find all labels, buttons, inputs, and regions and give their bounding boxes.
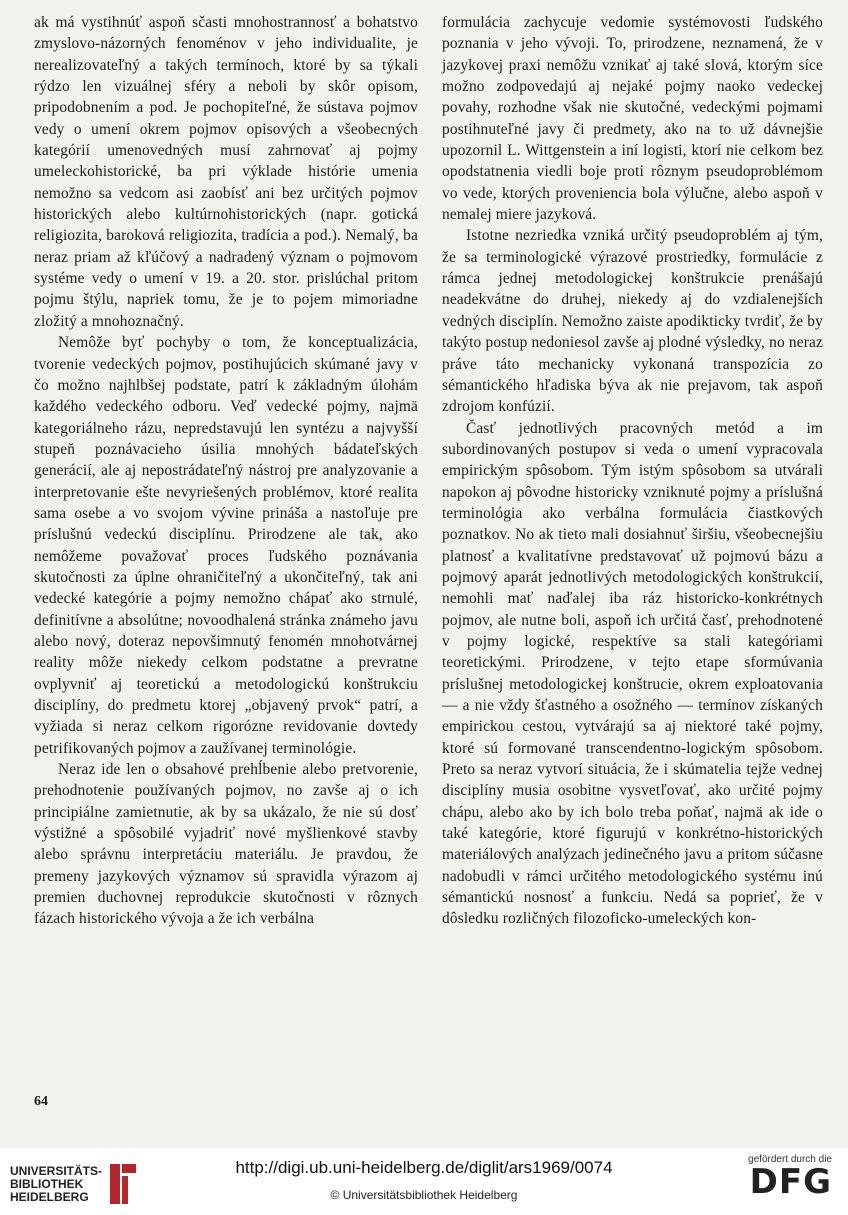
paragraph: Istotne nezriedka vzniká určitý pseudoproblém aj tým, že sa terminologické výrazové prostriedky, formulácie z rámca jednej metodologickej konštrukcie prenášajú neadekvátne do druhej, niekedy aj do vzdialenejších vedných disciplín. Nemožno zaiste apodikticky tvrdiť, že by takýto postup nedoniesol zavše aj plodné výsledky, no neraz práve táto mechanicky vykonaná transpozícia zo sémantického hľadiska býva ak nie prejavom, tak aspoň zdrojom konfúzií. — [442, 227, 823, 416]
page-number: 64 — [34, 1094, 48, 1109]
paragraph: ak má vystihnúť aspoň sčasti mnohostrannosť a bohatstvo zmyslovo-názorných fenoménov v jeho individualite, je nerealizovateľný a takých termínoch, ktoré by sa týkali rýdzo len vizuálnej sféry a neboli by skôr opisom, pripodobnením a pod. Je pochopiteľné, že sústava pojmov vedy o umení okrem pojmov opisových a všeobecných kategórií umenovedných musí zahrnovať aj pojmy umeleckohistorické, ba pri výklade histórie umenia nemožno sa vedcom asi zaobísť ani bez určitých pojmov historických alebo kultúrnohistorických (napr. gotická religiozita, baroková religiozita, tradícia a pod.). Nemalý, ba neraz priam až kľúčový a nadradený význam o pojmovom systéme vedy o umení v 19. a 20. stor. prislúchal pritom pojmu štýlu, napriek tomu, že je to pojem mimoriadne zložitý a mnohoznačný. — [34, 14, 418, 330]
paragraph: Časť jednotlivých pracovných metód a im subordinovaných postupov si veda o umení vypracovala empirickým spôsobom. Tým istým spôsobom sa utvárali napokon aj pôvodne historicky vzniknuté pojmy a príslušná terminológia ako verbálna formulácia čiastkových poznatkov. No ak tieto mali dosiahnuť širšiu, všeobecnejšiu platnosť a kvalitatívne predstavovať už pojmovú bázu a pojmový aparát jednotlivých metodologických konštrukcií, nemohli mať naďalej iba ráz historicko-konkrétnych pojmov, ale nutne boli, aspoň ich určitá časť, prehodnotené v pojmy logické, respektíve sa stali kategóriami teoretickými. Prirodzene, v tejto etape sformúvania príslušnej metodologickej konštrucie, okrem exploatovania — a nie vždy šťastného a osožného — termínov získaných empirickou cestou, vytvárajú sa aj niektoré také pojmy, ktoré sú formované transcendentno-logickým spôsobom. Preto sa neraz vytvorí situácia, že i skúmatelia tejže vednej disciplíny musia osobitne vysvetľovať, ako určité pojmy chápu, alebo ako by ich bolo treba poňať, najmä ak ide o také kategórie, ktoré figurujú v konkrétno-historických materiálových analýzach jedinečného javu a pritom súčasne nadobudli v rámci určitého metodologického systému inú sémantickú nosnosť a funkciu. Nedá sa poprieť, že v dôsledku rozličných filozoficko-umeleckých kon- — [442, 419, 823, 928]
dfg-logo: DFG — [749, 1162, 832, 1202]
permalink-url[interactable]: http://digi.ub.uni-heidelberg.de/diglit/ars1969/0074 — [235, 1158, 613, 1177]
right-column — [442, 12, 823, 930]
copyright-notice: © Universitätsbibliothek Heidelberg — [330, 1188, 518, 1202]
viewer-footer — [0, 1148, 848, 1215]
paragraph: formulácia zachycuje vedomie systémovosti ľudského poznania v jeho vývoji. To, prirodzene, neznamená, že v jazykovej praxi nemôžu vznikať aj také slová, ktorým síce možno zodpovedajú aj nejaké pojmy naoko vedeckej povahy, rozhodne však nie skutočné, vedeckými pojmami postihnuteľné javy či predmety, ako na to už dávnejšie upozornil L. Wittgenstein a iní logisti, ktorí nie celkom bez opodstatnenia viedli boje proti rôznym pseudoproblémom vo vede, ktorých proveniencia bola výlučne, alebo aspoň v nemalej miere jazyková. — [442, 14, 823, 224]
library-logo-text: UNIVERSITÄTS- BIBLIOTHEK HEIDELBERG — [10, 1163, 103, 1204]
sponsor-caption: gefördert durch die — [748, 1154, 832, 1165]
left-column — [34, 12, 418, 930]
paragraph: Nemôže byť pochyby o tom, že konceptualizácia, tvorenie vedeckých pojmov, postihujúcich skúmané javy v čo možno najhlbšej podstate, patrí k základným úlohám každého vedeckého odboru. Veď vedecké pojmy, najmä kategoriálneho rázu, nepredstavujú len syntézu a najvyšší stupeň poznávacieho úsilia mnohých bádateľských generácií, ale aj nepostrádateľný nástroj pre analyzovanie a interpretovanie ešte nevyriešených problémov, ktoré realita sama osebe a vo svojom vývine prináša a nastoľuje pre príslušnú vedeckú disciplínu. Prirodzene ale tak, ako nemôžeme považovať proces ľudského poznávania skutočnosti za úplne ohraničiteľný a ukončiteľný, tak ani vedecké kategórie a pojmy nemožno chápať ako strnulé, definitívne a absolútne; novoodhalená stránka známeho javu alebo nový, doteraz nepovšimnutý fenomén mnohotvárnej reality môže niekedy celkom podstatne a prevratne ovplyvniť aj teoretickú a metodologickú konštrukciu disciplíny, do predmetu ktorej „objavený prvok“ patrí, a vyžiada si neraz celkom rigorózne revidovanie dovtedy petrifikovaných pojmov a zaužívanej terminológie. — [34, 334, 418, 757]
sponsor[interactable] — [748, 1154, 832, 1202]
paragraph: Neraz ide len o obsahové prehĺbenie alebo pretvorenie, prehodnotenie používaných pojmov, no zavše aj o ich principiálne zamietnutie, ak by sa ukázalo, že nie sú dosť výstižné a spôsobilé vyjadriť nové myšlienkové stavby alebo správnu interpretáciu materiálu. Je pravdou, že premeny jazykových významov sú spravidla výrazom aj premien duchovnej reprodukcie skutočnosti v rôznych fázach historického vývoja a že ich verbálna — [34, 761, 418, 928]
